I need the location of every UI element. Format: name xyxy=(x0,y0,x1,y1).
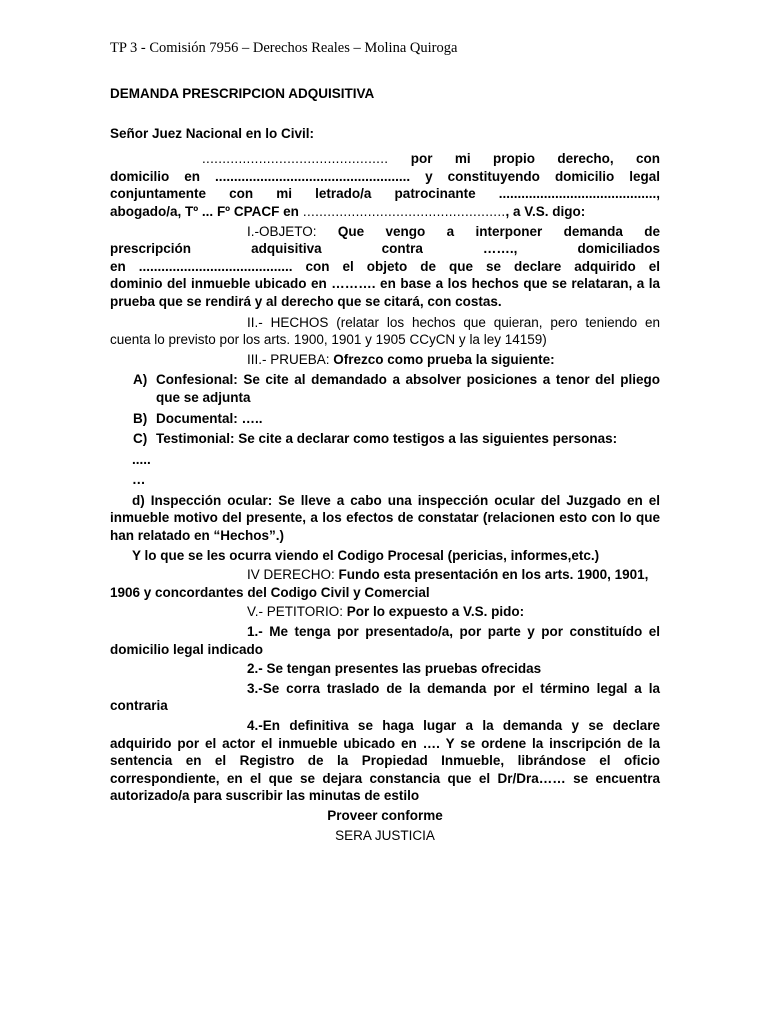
intro-line-3: conjuntamente con mi letrado/a patrocinante .........................................., xyxy=(110,186,660,202)
sera-justicia: SERA JUSTICIA xyxy=(335,827,435,843)
prueba-label: III.- PRUEBA: xyxy=(247,351,334,367)
salutation: Señor Juez Nacional en lo Civil: xyxy=(110,125,315,141)
petitorio-label: V.- PETITORIO: xyxy=(247,604,347,620)
intro-line-1: .............................................. por mi propio derecho, con xyxy=(202,151,660,167)
petitorio-item-4: 4.-En definitiva se haga lugar a la demanda y se declare adquirido por el actor el inmueble ubicado en …. Y se ordene la inscripción de la sentencia en el Registro de la Propiedad Inmueble, librándose el oficio correspondiente, en el que se dejara constancia que el Dr/Dra…… se encuentra autorizado/a para suscribir las minutas de estilo xyxy=(110,718,660,804)
document-header: TP 3 - Comisión 7956 – Derechos Reales – Molina Quiroga xyxy=(110,40,458,56)
intro-paragraph xyxy=(110,150,660,220)
petitorio-item-1: 1.- Me tenga por presentado/a, por parte y por constituído el domicilio legal indicado xyxy=(110,624,660,657)
otros-paragraph: Y lo que se les ocurra viendo el Codigo Procesal (pericias, informes,etc.) xyxy=(132,547,600,563)
proveer-conforme: Proveer conforme xyxy=(327,807,443,823)
intro-line-4: abogado/a, Tº ... Fº CPACF en .................................................., a V.S. digo: xyxy=(110,203,586,219)
list-item: A) Confesional: Se cite al demandado a absolver posiciones a tenor del pliego que se adjunta xyxy=(133,372,660,405)
list-item: B) Documental: ….. xyxy=(133,410,263,426)
hechos-label: II.- HECHOS xyxy=(247,314,329,330)
objeto-section xyxy=(110,223,660,311)
hechos-section xyxy=(110,314,660,349)
objeto-line-1: I.-OBJETO: Que vengo a interponer demanda de xyxy=(247,223,660,239)
petitorio-item-3: 3.-Se corra traslado de la demanda por el término legal a la contraria xyxy=(110,680,660,714)
document-body xyxy=(110,85,660,844)
list-item: C) Testimonial: Se cite a declarar como testigos a las siguientes personas: xyxy=(133,431,618,447)
objeto-line-2: prescripción adquisitiva contra ……., domiciliados xyxy=(110,241,660,257)
petitorio-item-2: 2.- Se tengan presentes las pruebas ofrecidas xyxy=(247,661,542,677)
inspeccion-paragraph: d) Inspección ocular: Se lleve a cabo una inspección ocular del Juzgado en el inmueble motivo del presente, a los efectos de constatar (relacionen esto con lo que han relatado en “Hechos”.) xyxy=(110,492,660,544)
prueba-list xyxy=(110,371,660,447)
prueba-heading: III.- PRUEBA: Ofrezco como prueba la siguiente: xyxy=(247,351,555,367)
derecho-label: IV DERECHO: xyxy=(247,567,339,583)
intro-line-2: domicilio en .................................................... y constituyendo domicilio legal xyxy=(110,168,660,184)
derecho-section: IV DERECHO: Fundo esta presentación en los arts. 1900, 1901, 1906 y concordantes del Codigo Civil y Comercial xyxy=(110,567,649,600)
objeto-line-3: en ......................................... con el objeto de que se declare adquirido el xyxy=(110,258,660,274)
placeholder-dots: ..... xyxy=(132,451,151,467)
objeto-label: I.-OBJETO: xyxy=(247,223,338,239)
document-page xyxy=(110,40,660,844)
hechos-text: (relatar los hechos que quieran, pero teniendo en cuenta lo previsto por los arts. 1900, 1901 y 1905 CCyCN y la ley 14159) xyxy=(110,314,660,348)
document-title: DEMANDA PRESCRIPCION ADQUISITIVA xyxy=(110,86,375,101)
objeto-rest: dominio del inmueble ubicado en ………. en base a los hechos que se relataran, a la prueba que se rendirá y al derecho que se citará, con costas. xyxy=(110,276,660,309)
petitorio-heading: V.- PETITORIO: Por lo expuesto a V.S. pido: xyxy=(247,604,525,620)
placeholder-ellipsis: … xyxy=(132,472,146,488)
